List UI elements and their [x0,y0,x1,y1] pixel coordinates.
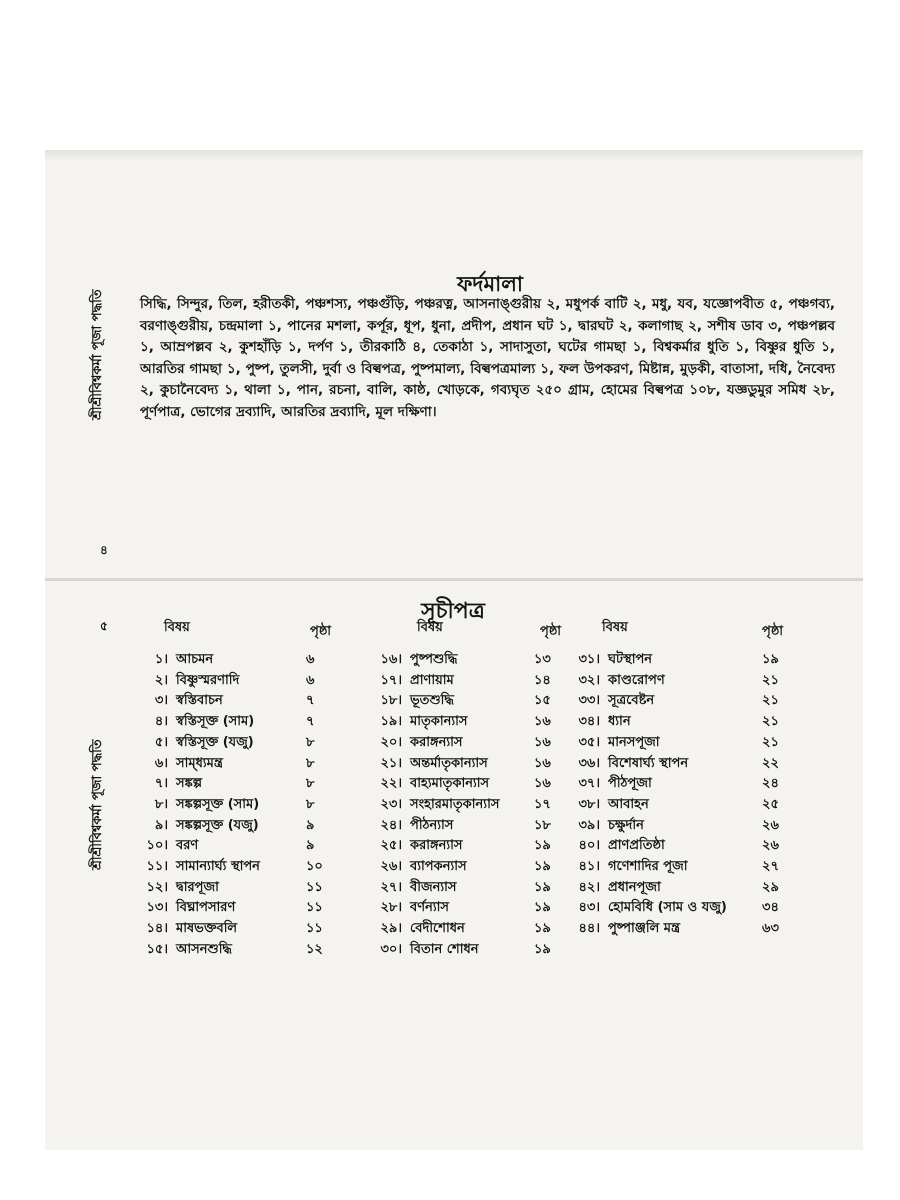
index-entry-subject: বিশেষার্ঘ্য স্থাপন [608,755,689,771]
index-entry-page: ৭ [306,693,315,709]
index-entry-page: ১৯ [534,921,551,937]
index-entry-number: ১৯। [380,714,402,730]
index-entry-page: ৬৩ [762,921,779,937]
index-header-subject: বিষয় [164,620,190,635]
index-entry-page: ১৭ [534,796,551,812]
index-entry-number: ১৬। [380,652,402,667]
index-entry-number: ২১। [380,755,402,771]
index-entry-number: ১৮। [380,693,402,709]
index-entry-page: ৮ [306,755,315,771]
index-entry-subject: বর্ণন্যাস [410,900,449,916]
index-entry-page: ১৯ [762,652,779,667]
index-entry-subject: ধ্যান [608,714,631,730]
index-entry-page: ৮ [306,734,315,750]
index-entry-subject: মাতৃকান্যাস [410,714,468,730]
index-entry-subject: করাঙ্গন্যাস [410,734,463,750]
index-entry-number: ৫। [154,734,168,750]
index-entry-subject: স্বস্তিসূক্ত (যজু) [176,734,254,750]
index-entry-page: ৬ [306,672,315,688]
index-entry-number: ২২। [380,776,402,792]
page-top-edge [45,150,863,160]
index-entry-page: ১৯ [534,879,551,895]
index-entry-number: ৩১। [578,652,600,667]
index-entry-number: ৩৭। [578,776,600,792]
index-entry-number: ৩৮। [578,796,600,812]
index-entry-page: ২১ [762,693,779,709]
index-entry-number: ৩৪। [578,714,600,730]
index-entry-subject: সংহারমাতৃকান্যাস [410,796,500,812]
index-entry-number: ১৫। [146,941,168,957]
side-running-title-lower: শ্রীশ্রীবিশ্বকর্মা পূজা পদ্ধতি [90,739,105,870]
index-entry-page: ৯ [306,817,315,833]
index-title: সূচীপত্র [421,599,485,624]
index-entry-page: ২৫ [762,796,779,812]
index-entry-page: ১৬ [534,776,551,792]
index-entry-number: ৪৪। [578,921,600,937]
index-entry-number: ২৮। [380,900,402,916]
index-entry-number: ১৪। [146,921,168,937]
index-entry-subject: আবাহন [608,796,649,812]
index-entry-number: ১০। [146,838,168,854]
index-entry-number: ২। [154,672,168,688]
index-entry-page: ২৬ [762,838,779,854]
index-entry-subject: বিঘ্নাপসারণ [176,900,236,916]
index-entry-subject: বীজন্যাস [410,879,457,895]
index-entry-subject: গণেশাদির পূজা [608,859,688,874]
index-entry-subject: পুষ্পাঞ্জলি মন্ত্র [608,921,681,937]
index-entry-subject: সামান্যার্ঘ্য স্থাপন [176,859,260,874]
index-entry-page: ২৯ [762,879,779,895]
index-entry-page: ১৯ [534,838,551,854]
index-entry-number: ১। [154,652,168,667]
index-entry-subject: পীঠপূজা [608,776,652,792]
index-entry-number: ১৩। [146,900,168,916]
index-entry-subject: প্রাণপ্রতিষ্ঠা [608,838,665,854]
index-entry-subject: মানসপূজা [608,734,660,750]
index-entry-number: ৩৯। [578,817,600,833]
index-entry-page: ১৫ [534,693,551,709]
index-entry-subject: পুষ্পশুদ্ধি [410,652,458,667]
index-entry-number: ৩০। [380,941,402,957]
index-entry-subject: পীঠন্যাস [410,817,454,833]
index-entry-subject: ভূতশুদ্ধি [410,693,454,709]
index-entry-number: ১১। [146,859,168,874]
index-entry-page: ১৬ [534,755,551,771]
index-entry-subject: চক্ষুর্দান [608,817,644,833]
index-entry-page: ৩৪ [762,900,779,916]
index-entry-subject: মাষভক্তবলি [176,921,238,937]
index-header-page: পৃষ্ঠা [762,624,784,639]
index-entry-page: ১৯ [534,941,551,957]
index-entry-number: ২৭। [380,879,402,895]
index-entry-subject: দ্বারপূজা [176,879,219,895]
index-entry-page: ১৯ [534,900,551,916]
index-entry-page: ৯ [306,838,315,854]
index-entry-number: ৮। [154,796,168,812]
index-header-page: পৃষ্ঠা [310,624,332,639]
index-entry-subject: সঙ্কল্প [176,776,202,792]
index-entry-subject: বিতান শোধন [410,941,479,957]
index-entry-number: ৯। [154,817,168,833]
index-entry-subject: সঙ্কল্পসূক্ত (যজু) [176,817,259,833]
index-entry-number: ৪। [154,714,168,730]
index-entry-page: ২৪ [762,776,779,792]
index-entry-subject: করাঙ্গন্যাস [410,838,463,854]
page-fold-line [45,578,863,581]
index-entry-number: ১৭। [380,672,402,688]
index-entry-page: ২৭ [762,859,779,874]
index-entry-page: ২১ [762,714,779,730]
index-entry-page: ১৬ [534,714,551,730]
index-entry-subject: বিষ্ণুস্মরণাদি [176,672,240,688]
index-entry-subject: সাম্ধ্যমন্ত্র [176,755,223,771]
index-entry-page: ১৩ [534,652,551,667]
index-entry-subject: স্বস্তিবাচন [176,693,223,709]
index-entry-page: ১১ [306,921,323,937]
index-entry-subject: হোমবিধি (সাম ও যজু) [608,900,727,916]
index-entry-page: ৭ [306,714,315,730]
index-entry-number: ২৫। [380,838,402,854]
index-entry-page: ১৯ [534,859,551,874]
index-entry-number: ৩৫। [578,734,600,750]
index-header-subject: বিষয় [417,620,443,635]
index-entry-page: ১২ [306,941,323,957]
index-entry-page: ১১ [306,900,323,916]
index-entry-subject: ঘটস্থাপন [608,652,653,667]
index-entry-number: ১২। [146,879,168,895]
index-entry-subject: আসনশুদ্ধি [176,941,232,957]
index-entry-subject: প্রাণায়াম [410,672,454,688]
index-entry-number: ২৪। [380,817,402,833]
index-entry-number: ৪০। [578,838,600,854]
items-list-paragraph: সিদ্ধি, সিন্দুর, তিল, হরীতকী, পঞ্চশস্য, পঞ্চগুঁড়ি, পঞ্চরত্ন, আসনাঙ্গুরীয় ২, মধুপর্ক বাটি ২, মধু, যব, যজ্ঞোপবীত ৫, পঞ্চগব্য, বরণাঙ্গুরীয়, চন্দ্রমালা ১, পানের মশলা, কর্পূর, ধূপ, ধুনা, প্রদীপ, প্রধান ঘট ১, দ্বারঘট ২, কলাগাছ ২, সশীষ ডাব ৩, পঞ্চপল্লব ১, আম্রপল্লব ২, কুশহাঁড়ি ১, দর্পণ ১, তীরকাঠি ৪, তেকাঠা ১, সাদাসুতা, ঘটের গামছা ১, বিশ্বকর্মার ধুতি ১, বিষ্ণুর ধুতি ১, আরতির গামছা ১, পুষ্প, তুলসী, দুর্বা ও বিল্বপত্র, পুষ্পমাল্য, বিল্বপত্রমাল্য ১, ফল উপকরণ, মিষ্টান্ন, মুড়কী, বাতাসা, দধি, নৈবেদ্য ২, কুচানৈবেদ্য ১, থালা ১, পান, রচনা, বালি, কাষ্ঠ, খোড়কে, গব্যঘৃত ২৫০ গ্রাম, হোমের বিল্বপত্র ১০৮, যজ্ঞডুমুর সমিধ ২৮, পূর্ণপাত্র, ভোগের দ্রব্যাদি, আরতির দ্রব্যাদি, মূল দক্ষিণা। [140,296,835,420]
index-entry-number: ২৬। [380,859,402,874]
index-entry-number: ৩৩। [578,693,600,709]
index-entry-number: ৩২। [578,672,600,688]
index-entry-subject: ব্যাপকন্যাস [410,859,467,874]
index-entry-page: ১৮ [534,817,551,833]
index-entry-number: ২৩। [380,796,402,812]
index-entry-page: ১১ [306,879,323,895]
page-number-upper: ৪ [100,543,108,557]
index-entry-number: ৩। [154,693,168,709]
index-entry-number: ৪১। [578,859,600,874]
index-entry-page: ২১ [762,672,779,688]
page-number-lower: ৫ [100,619,108,633]
index-entry-subject: সঙ্কল্পসূক্ত (সাম) [176,796,260,812]
index-entry-page: ৮ [306,796,315,812]
index-entry-subject: প্রধানপূজা [608,879,661,895]
index-entry-number: ৬। [154,755,168,771]
index-header-subject: বিষয় [602,620,628,635]
index-entry-subject: বাহ্যমাতৃকান্যাস [410,776,490,792]
index-entry-subject: অন্তর্মাতৃকান্যাস [410,755,488,771]
index-header-page: পৃষ্ঠা [540,624,562,639]
side-running-title-upper: শ্রীশ্রীবিশ্বকর্মা পূজা পদ্ধতি [90,289,105,420]
index-entry-number: ৪২। [578,879,600,895]
index-entry-page: ৬ [306,652,315,667]
index-entry-subject: স্বস্তিসূক্ত (সাম) [176,714,255,730]
index-entry-number: ৩৬। [578,755,600,771]
index-entry-subject: বরণ [176,838,199,854]
index-entry-subject: বেদীশোধন [410,921,465,937]
index-entry-number: ২০। [380,734,402,750]
index-entry-subject: সূত্রবেষ্টন [608,693,655,709]
list-title: ফর্দমালা [457,272,523,296]
index-entry-page: ৮ [306,776,315,792]
index-entry-number: ৪৩। [578,900,600,916]
index-entry-subject: আচমন [176,652,214,667]
index-entry-page: ২২ [762,755,779,771]
index-entry-number: ২৯। [380,921,402,937]
index-entry-number: ৭। [154,776,168,792]
index-entry-page: ১০ [306,859,323,874]
index-entry-page: ১৪ [534,672,551,688]
index-entry-page: ১৬ [534,734,551,750]
index-entry-page: ২১ [762,734,779,750]
index-entry-subject: কাণ্ডরোপণ [608,672,665,688]
index-entry-page: ২৬ [762,817,779,833]
